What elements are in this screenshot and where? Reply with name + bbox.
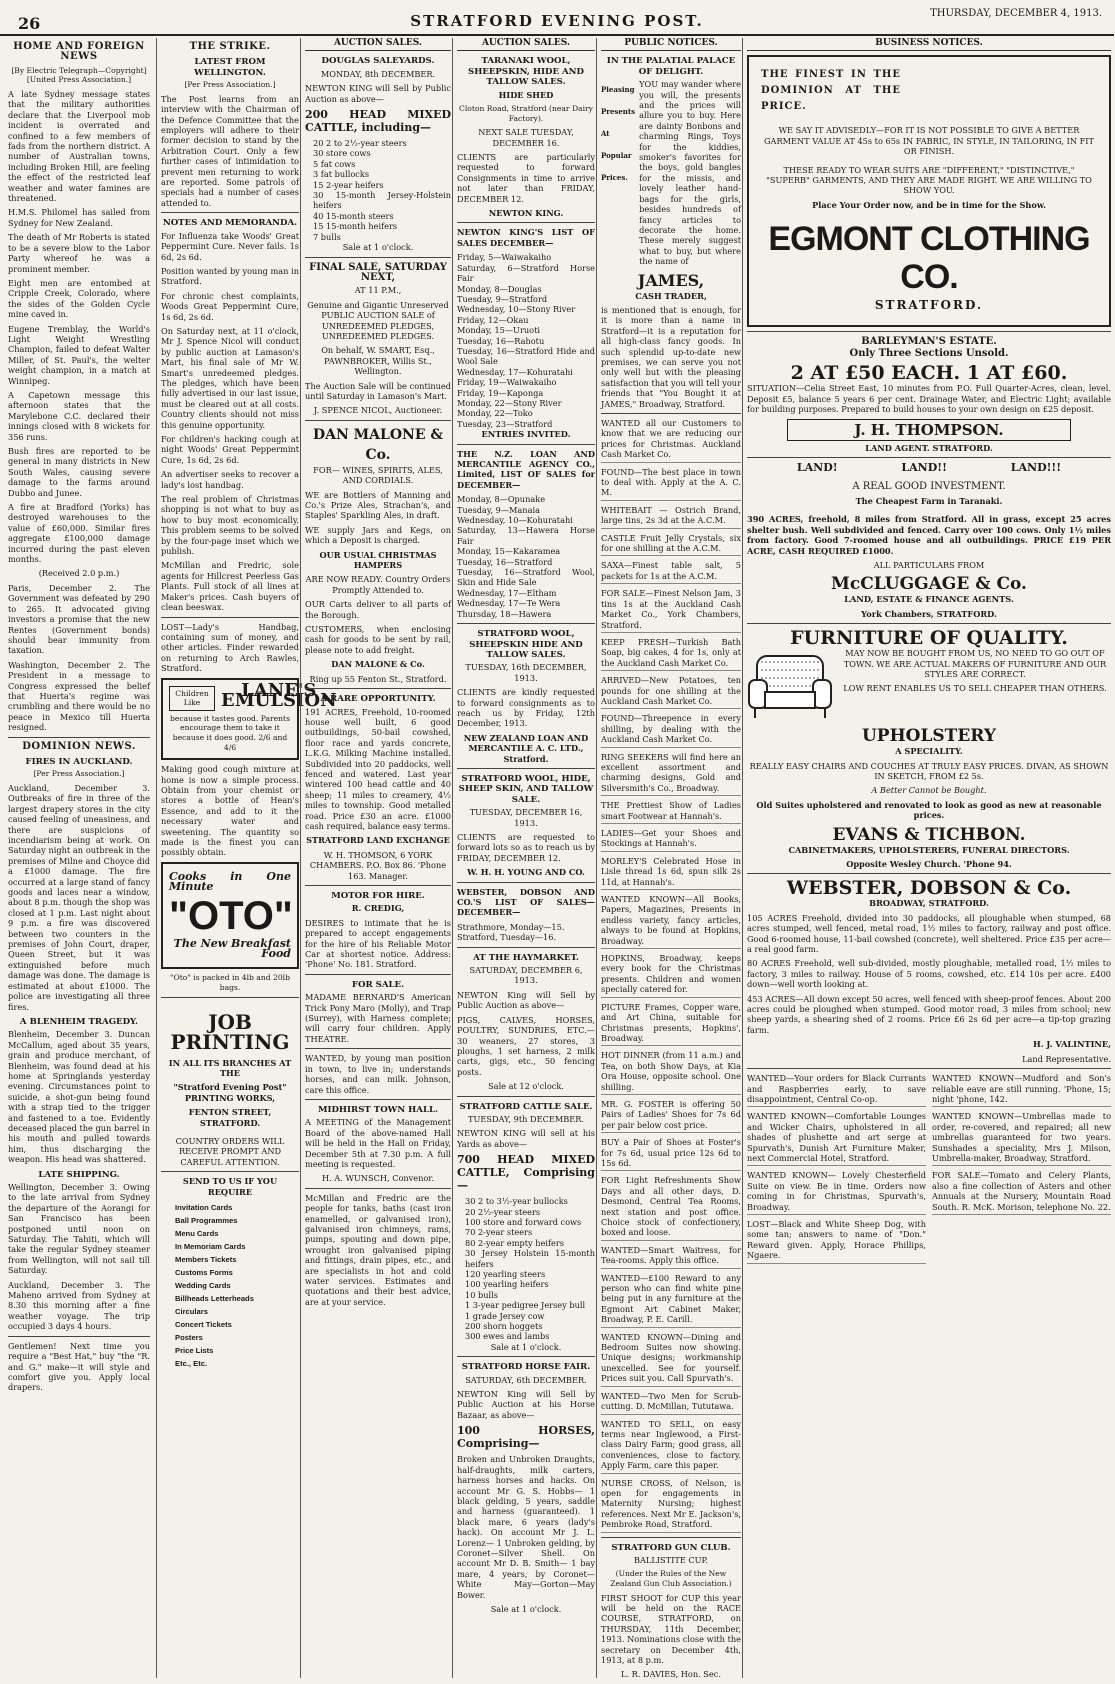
evans-brand: EVANS & TICHBON. [832, 824, 1026, 845]
sale-list-item: Monday, 15—Kakaramea [457, 546, 561, 557]
printing-item: Ball Programmes [175, 1216, 238, 1226]
farm-body: 390 ACRES, freehold, 8 miles from Stratford. All in grass, except 25 acres shelter bush. Well subdivided and fenced. Carry over 100 cows. Only 1½ miles from factory. Good 7-roomed house and all outbuildings. PRICE £19 PER ACRE, CASH REQUIRED £1000. [747, 514, 1111, 556]
page-number: 26 [18, 14, 41, 33]
sale-list-item: Tuesday, 16—Stratford Hide and Wool Sale [457, 345, 595, 367]
notice-heading: IN THE PALATIAL PALACE OF DELIGHT. [606, 56, 736, 77]
sale-time: AT 11 P.M., [354, 285, 402, 296]
sale-body: CLIENTS are requested to forward lots so as to reach us by FRIDAY, DECEMBER 12. [457, 832, 595, 863]
notice-item: MR. G. FOSTER is offering 50 Pairs of Ladies' Shoes for 7s 6d per pair below cost price. [601, 1099, 741, 1133]
notice-item: BUY a Pair of Shoes at Foster's for 7s 6d, usual price 12s 6d to 15s 6d. [601, 1137, 741, 1171]
news-paragraph: Eight men are entombed at Cripple Creek, Colorado, where the sides of the Golden Cycle mine caved in. [8, 277, 150, 320]
notice-item: WANTED KNOWN—Dining and Bedroom Suites now showing. Unique designs; workmanship unexcelled. See for yourself. Prices suit you. Call Spurvath's. [601, 1332, 741, 1387]
lot-item: 1 grade Jersey cow [465, 1310, 545, 1321]
furniture-body: MAY NOW BE BOUGHT FROM US, NO NEED TO GO OUT OF TOWN. WE ARE ACTUAL MAKERS OF FURNITURE AND OUR STYLES ARE CORRECT. [843, 648, 1107, 679]
dan-malone-jars: WE supply Jars and Kegs, on which a Deposit is charged. [305, 524, 451, 546]
particulars: ALL PARTICULARS FROM [873, 559, 985, 570]
sale-headline: 200 HEAD MIXED CATTLE, including— [305, 108, 451, 135]
dan-malone-phone: Ring up 55 Fenton St., Stratford. [309, 673, 447, 684]
investment-heading: A REAL GOOD INVESTMENT. [852, 480, 1006, 492]
notice-item: RING SEEKERS will find here an excellent assortment and charming designs, Gold and Silversmith's Co., Broadway. [601, 752, 741, 797]
old-suites: Old Suites upholstered and renovated to look as good as new at reasonable prices. [756, 799, 1102, 821]
upholstery-speciality: A SPECIALITY. [895, 746, 963, 757]
sale-signature: NEW ZEALAND LOAN AND MERCANTILE A. C. LTD., Stratford. [463, 732, 589, 764]
lot-item: 200 shorn hoggets [465, 1321, 543, 1332]
upholstery-headline: UPHOLSTERY [861, 726, 997, 747]
dan-malone-hampers: OUR USUAL CHRISTMAS HAMPERS [319, 549, 437, 571]
sale-body: NEWTON KING will sell at his Yards as above— [457, 1128, 595, 1149]
advert-headline: THE FINEST IN THE DOMINION AT THE PRICE. [761, 69, 901, 113]
lot-item: 100 yearling heifers [465, 1279, 549, 1290]
news-paragraph: Paris, December 2. The Government was defeated by 290 to 265. It advocated giving investors a promise that the new Rentes (Government bonds) should bear immunity from taxation. [8, 582, 150, 656]
cough-mixture-notice: Making good cough mixture at home is now a simple process. Obtain from your chemist or stores a bottle of Hean's Essence, and add to it the necessary water and sweetening. The quantity so made is the finest you can possibly obtain. [161, 764, 299, 858]
side-words [601, 79, 635, 270]
lot-item: 30 store cows [313, 148, 371, 159]
sale-time: Sale at 1 o'clock. [342, 242, 414, 253]
notice-item: WANTED KNOWN—All Books, Papers, Magazines, Presents in endless variety, fancy articles, always to be found at Hopkins, Broadway. [601, 894, 741, 949]
small-notice: WANTED KNOWN—Mudford and Son's reliable eave are still running. 'Phone, 15; night 'phone, 142. [932, 1073, 1111, 1107]
sale-list-title: THE N.Z. LOAN AND MERCANTILE AGENCY CO., Limited, LIST OF SALES for DECEMBER— [457, 448, 595, 490]
news-paragraph: Auckland, December 3. The Maheno arrived from Sydney at 8.30 this morning after a fine weather voyage. The trip occupied 3 days 4 hours. [8, 1279, 150, 1332]
land-exchange: STRATFORD LAND EXCHANGE [306, 835, 450, 846]
side-word: Presents [601, 107, 636, 117]
sale-list-item: Tuesday, 9—Stratford [457, 293, 548, 304]
lot-item: 120 yearling steers [465, 1269, 546, 1279]
small-notice: WANTED KNOWN—Comfortable Lounges and Wicker Chairs, upholstered in all shades of plushette and art serge at Spurvath's, Dunish Art Furniture Maker, next Commercial Hotel, Stratford. [747, 1111, 926, 1166]
news-paragraph: Washington, December 2. The President in a message to Congress expressed the belief that Huerta's regime was crumbling and there would be no peace in Mexico till Huerta resigned. [8, 659, 150, 733]
sale-list-item: Friday, 12—Okau [457, 314, 529, 325]
farm-listing: 80 ACRES Freehold, well sub-divided, mostly ploughable, metalled road, 1½ miles to factory, 3 miles to railway. House of 5 rooms, cowshed, etc. £14 10s per acre. £400 down—well worth looking at. [747, 958, 1111, 990]
james-subtitle: CASH TRADER, [635, 290, 707, 301]
note-item: For children's hacking cough at night Woods' Great Peppermint Cure, 1s 6d, 2s 6d. [161, 434, 299, 465]
notice-item: WANTED—Two Men for Scrub-cutting. D. McMillan, Tututawa. [601, 1391, 741, 1415]
sale-list-item: Monday, 8—Opunake [457, 494, 546, 505]
small-notice: WANTED—Your orders for Black Currants and Raspberries early, to save disappointment, Central Co-op. [747, 1073, 926, 1107]
gun-club-body: FIRST SHOOT for CUP this year will be held on the RACE COURSE, STRATFORD, on THURSDAY, 11th December, 1913. Nominations close with the secretary on December 4th, 1913, at 8 p.m. [601, 1592, 741, 1665]
entries-invited: ENTRIES INVITED. [481, 429, 571, 440]
sale-title: STRATFORD WOOL, SHEEPSKIN HIDE AND TALLOW SALES. [469, 629, 583, 660]
article-heading: FIRES IN AUCKLAND. [25, 756, 133, 767]
received-time: (Received 2.0 p.m.) [38, 568, 120, 579]
notice-item: WANTED—Smart Waitress, for Tea-rooms. Apply this office. [601, 1245, 741, 1269]
hall-body: A MEETING of the Management Board of the above-named Hall will be held in the Hall on Friday, December 5th at 7.30 p.m. A full meeting is requested. [305, 1117, 451, 1169]
easy-chairs: REALLY EASY CHAIRS AND COUCHES AT TRULY EASY PRICES. DIVAN, AS SHOWN IN SKETCH, FROM £2 5s. [749, 760, 1109, 781]
lot-item: 5 fat cows [313, 158, 356, 169]
sale-subtitle: HIDE SHED [498, 89, 554, 100]
notice-item: FOUND—Threepence in every shilling, by dealing with the Auckland Cash Market Co. [601, 713, 741, 747]
dan-malone-for: FOR— WINES, SPIRITS, ALES, AND CORDIALS. [313, 464, 443, 486]
note-item: McMillan and Fredric, sole agents for Hillcrest Peerless Gas Plants. Full stock of all lines at Maker's prices. Cash buyers of clean beeswax. [161, 560, 299, 613]
palace-body: YOU may wander where you will, the presents and the prices will allure you to buy. Here are dainty Bonbons and charming Rings, Toys for the kiddies, smoker's favorites for the boys, gold bangles for the missis, and lovely leather hand-bags for the girls, besides hundreds of fancy articles to decorate the home. These merely suggest what to buy, but where the name of [639, 79, 741, 267]
sale-date: SATURDAY, DECEMBER 6, 1913. [469, 965, 583, 986]
printing-item: Posters [175, 1333, 203, 1343]
armchair-illustration-icon [747, 648, 833, 722]
sale-headline: 100 HORSES, Comprising— [457, 1424, 595, 1451]
sale-body: CLIENTS are kindly requested to forward consignments as to reach us by Friday, 12th December, 1913. [457, 687, 595, 729]
small-notice: FOR SALE—Tomato and Celery Plants, also a fine collection of Asters and other Annuals at the Nursery, Mountain Road South. R. McK. Morison, telephone No. 22. [932, 1170, 1111, 1215]
news-paragraph: A late Sydney message states that the military authorities declare that the Liverpool mob incident is overrated and confined to a few members of fads from the northern district. A number of Australian towns, including Broken Hill, are feeling the effect of the restricted leaf weather and water famines are threatened. [8, 89, 150, 204]
sale-list-item: Friday, 5—Waiwakaiho [457, 252, 552, 263]
job-printing-title: JOB PRINTING [170, 1009, 290, 1054]
mcmillan-notice: McMillan and Fredric are the people for tanks, baths (cast iron enamelled, or galvanised iron), galvanised iron chimneys, rams, pumps, spouting and down pipe, wrought iron galvanised piping and fittings, drain pipes, etc., and are specialists in hot and cold water services. Estimates and quotations and their best advice, are at your service. [305, 1192, 451, 1307]
notice-item: CASTLE Fruit Jelly Crystals, six for one shilling at the A.C.M. [601, 533, 741, 557]
small-notice: LOST—Black and White Sheep Dog, with some tan; answers to name of "Don." Reward given. Apply, Horace Phillips, Ngaere. [747, 1219, 926, 1264]
gun-club-cup: BALLISTITE CUP. [634, 1554, 708, 1565]
advert-brand: LANE'S EMULSION [221, 679, 337, 711]
estate-agent-title: LAND AGENT. STRATFORD. [865, 442, 993, 453]
newspaper-title: STRATFORD EVENING POST. [410, 12, 704, 30]
webster-dobson-address: BROADWAY, STRATFORD. [869, 898, 989, 909]
section-heading: HOME AND FOREIGN NEWS [13, 41, 145, 63]
advert-tag: Cooks in One Minute [169, 869, 291, 894]
send-to-us: SEND TO US IF YOU REQUIRE [182, 1176, 278, 1197]
sale-list-item: Tuesday, 16—Rahotu [457, 335, 545, 346]
sale-behalf: On behalf, W. SMART, Esq., PAWNBROKER, Willis St., Wellington. [321, 345, 435, 377]
sale-list-item: Tuesday, 23—Stratford [457, 418, 553, 429]
dan-malone-brand: DAN MALONE & Co. [312, 426, 444, 463]
sale-list-item: Friday, 19—Kaponga [457, 387, 544, 398]
sale-list-item: Monday, 22—Stony River [457, 397, 562, 408]
section-heading: DOMINION NEWS. [22, 740, 136, 752]
printing-item: Invitation Cards [175, 1203, 233, 1213]
news-paragraph: Blenheim, December 3. Duncan McCallum, aged about 35 years, grain and produce merchant, of Blenheim, was found dead at his home at Springlands yesterday evening. Circumstances point to suicide, a shot-gun being found with a strap tied to the trigger and fastened to a toe. Evidently deceased placed the gun barrel in his mouth and pulled towards him, thus discharging the weapon. His head was shattered. [8, 1029, 150, 1165]
motor-name: R. CREDIG, [351, 903, 405, 914]
byline: [Per Press Association.] [184, 80, 276, 90]
dan-malone-carts: OUR Carts deliver to all parts of the Borough. [305, 599, 451, 620]
wanted-notice: WANTED, by young man position in town, to live in; understands horses, and can milk. Johnson, care this office. [305, 1053, 451, 1095]
james-name: JAMES, [637, 270, 705, 290]
side-word: At [601, 129, 610, 139]
notice-item: SAXA—Finest table salt, 5 packets for 1s at the A.C.M. [601, 560, 741, 584]
sale-body: NEWTON King will Sell by Public Auction at his Horse Bazaar, as above— [457, 1389, 595, 1420]
sale-time: Sale at 1 o'clock. [490, 1603, 562, 1614]
section-heading: THE STRIKE. [189, 41, 271, 52]
furniture-rent: LOW RENT ENABLES US TO SELL CHEAPER THAN OTHERS. [843, 683, 1107, 694]
column-auction-sales-b [452, 38, 599, 1678]
sale-list-item: Wednesday, 17—Te Wera [457, 598, 561, 609]
estate-body: SITUATION—Celia Street East, 10 minutes from P.O. Full Quarter-Acres, clean, level. Deposit £5, balance 5 years 6 per cent. Drainage Water, and Electric Light; available for building purposes. Prepared to build houses to your own design on £25 deposit. [747, 383, 1111, 415]
lot-item: 7 bulls [313, 231, 341, 242]
for-sale-body: MADAME BERNARD'S American Trick Pony Maro (Molly), and Trap (Surrey), with Harness complete; will carry four children. Apply THEATRE. [305, 992, 451, 1044]
dan-malone-ready: ARE NOW READY. Country Orders Promptly Attended to. [305, 574, 451, 595]
lot-item: 100 store and forward cows [465, 1216, 582, 1227]
column-public-notices [596, 38, 745, 1678]
palace-advert [601, 79, 741, 270]
mccluggage-brand: McCLUGGAGE & Co. [831, 574, 1027, 595]
lot-item: 20 2 to 2½-year steers [313, 138, 407, 149]
lot-item: 1 3-year pedigree Jersey bull [465, 1300, 586, 1311]
note-item: For chronic chest complaints, Woods Great Peppermint Cure, 1s 6d, 2s 6d. [161, 290, 299, 322]
property-heading: A RARE OPPORTUNITY. [320, 694, 436, 705]
printing-works: "Stratford Evening Post" PRINTING WORKS, [173, 1082, 287, 1103]
section-heading: AUCTION SALES. [457, 38, 595, 51]
sale-title: STRATFORD HORSE FAIR. [461, 1362, 591, 1373]
evans-address: Opposite Wesley Church. 'Phone 94. [846, 859, 1012, 869]
printing-items-list [161, 1201, 299, 1370]
auctioneer-signature: J. SPENCE NICOL, Auctioneer. [313, 405, 443, 416]
printing-item: Concert Tickets [175, 1320, 232, 1330]
sale-list [457, 252, 595, 429]
sale-list-item: Wednesday, 10—Kohuratahi [457, 515, 573, 526]
column-home-foreign-news [8, 38, 153, 1678]
gun-club-rules: (Under the Rules of the New Zealand Gun Club Association.) [610, 1569, 732, 1588]
advert-tag: Children Like [169, 686, 215, 711]
sale-items: Broken and Unbroken Draughts, half-draughts, milk carters, harness horses and hacks. On account Mr G. S. Hobbs— 1 black gelding, 5 years, saddle and harness (guaranteed). 1 black mare, 6 years (lady's hack). On account Mr J. L. Lorenz— 1 Unbroken gelding, by Coronet—Silver Shell. On account Mr D. B. Smith— 1 bay mare, 4 years, by Coronet—White May—Gorton—May Bower. [457, 1454, 595, 1600]
sale-list-item: Saturday, 13—Hawera Horse Fair [457, 525, 595, 546]
sale-signature: W. H. H. YOUNG AND CO. [467, 867, 585, 878]
sale-date: TUESDAY, 9th DECEMBER. [468, 1113, 584, 1124]
lot-item: 80 2-year empty heifers [465, 1237, 564, 1248]
sale-list [457, 922, 595, 943]
lot-item: 3 fat bullocks [313, 169, 370, 180]
dan-malone-body: WE are Bottlers of Manning and Co.'s Prize Ales, Strachan's, and Staples' Sparkling Ales, in draft. [305, 489, 451, 521]
printing-item: Billheads Letterheads [175, 1294, 254, 1304]
note-item: On Saturday next, at 11 o'clock, Mr J. Spence Nicol will conduct by public auction at Lamason's Mart, his final sale of Mr W. Smart's unredeemed pledges. The pledges, which have been fully advertised in our last issue, must be cleared out at all costs. Country clients should not miss this genuine opportunity. [161, 325, 299, 430]
side-word: Pleasing [601, 85, 635, 95]
sale-list-title: NEWTON KING'S LIST OF SALES DECEMBER— [457, 227, 595, 248]
masthead [0, 0, 1114, 36]
evans-title: CABINETMAKERS, UPHOLSTERERS, FUNERAL DIRECTORS. [788, 844, 1070, 855]
land-heading: LAND! LAND!! LAND!!! [796, 461, 1062, 475]
lot-item: 300 ewes and lambs [465, 1331, 550, 1342]
notice-item: MORLEY'S Celebrated Hose in Lisle thread 1s 6d, spun silk 2s 11d, at Hannah's. [601, 856, 741, 890]
estate-price: 2 AT £50 EACH. 1 AT £60. [790, 362, 1068, 385]
news-paragraph: H.M.S. Philomel has sailed from Sydney for New Zealand. [8, 207, 150, 228]
motor-body: DESIRES to intimate that he is prepared to accept engagements for the hire of his Reliable Motor Car at shortest notice. Address: 'Phone' No. 181. Stratford. [305, 917, 451, 970]
estate-sub: Only Three Sections Unsold. [849, 348, 1009, 360]
note-item: The real problem of Christmas shopping is not what to buy as how to buy most economically. This problem seems to be solved by the four-page inset which we publish. [161, 494, 299, 557]
small-notices-right [932, 1073, 1111, 1268]
sale-body: NEWTON King will Sell by Public Auction as above— [457, 989, 595, 1011]
notice-item: WANTED TO SELL, on easy terms near Inglewood, a First-class Dairy Farm; good grass, all conveniences, close to factory. Apply Farm, care this paper. [601, 1419, 741, 1474]
printing-item: In Memoriam Cards [175, 1242, 246, 1252]
for-sale-heading: FOR SALE. [351, 979, 405, 990]
motor-heading: MOTOR FOR HIRE. [331, 891, 425, 901]
sale-title: STRATFORD WOOL, HIDE, SHEEP SKIN, AND TALLOW SALE. [458, 773, 594, 805]
news-paragraph: A Capetown message this afternoon states that the Marylebone C.C. declared their innings closed with 8 wickets for 356 runs. [8, 389, 150, 442]
sale-date: SATURDAY, 6th DECEMBER. [465, 1374, 587, 1385]
advert-call: Place Your Order now, and be in time for the Show. [812, 199, 1046, 210]
section-heading: PUBLIC NOTICES. [601, 38, 741, 51]
notice-item: WANTED—£100 Reward to any person who can find white pine being put in any furniture at the Egmont Art Cabinet Maker, Broadway, P. E. Carill. [601, 1273, 741, 1328]
lot-item: 70 2-year steers [465, 1227, 533, 1238]
section-heading: BUSINESS NOTICES. [747, 38, 1111, 51]
small-notices-left [747, 1073, 926, 1268]
advert-brand: "OTO" [169, 893, 293, 938]
advert-body: THESE READY TO WEAR SUITS ARE "DIFFERENT," "DISTINCTIVE," "SUPERB" GARMENTS, AND THEY ARE MADE RIGHT. WE ARE WILLING TO SHOW YOU. [766, 164, 1092, 196]
sale-date: NEXT SALE TUESDAY, DECEMBER 16. [478, 127, 574, 148]
farm-listing: 453 ACRES—All down except 50 acres, well fenced with sheep-proof fences. About 200 acres could be ploughed when stumped. Good motor road, 3 miles from school; new sheep yards, a shearing shed of 2 rooms. Price £6 2s 6d per acre—a tip-top grazing farm. [747, 993, 1111, 1035]
sale-list-item: Wednesday, 17—Kohuratahi [457, 366, 573, 377]
sale-items: PIGS, CALVES, HORSES, POULTRY, SUNDRIES, ETC.— 30 weaners, 27 stores, 3 ploughs, 1 set harness, 2 milk carts, gigs, etc., 50 fencing posts. [457, 1014, 595, 1077]
note-item: For Influenza take Woods' Great Peppermint Cure. Never fails. 1s 6d, 2s 6d. [161, 230, 299, 262]
advert-body: WE SAY IT ADVISEDLY—FOR IT IS NOT POSSIBLE TO GIVE A BETTER GARMENT VALUE AT 45s to 65s IN FABRIC, IN STYLE, IN TAILORING, IN FIT OR FINISH. [763, 125, 1094, 157]
sale-date: MONDAY, 8th DECEMBER. [320, 68, 436, 79]
lanes-emulsion-advert [161, 678, 337, 761]
sale-body: NEWTON KING will Sell by Public Auction as above— [305, 83, 451, 104]
sale-lot-list [305, 138, 451, 242]
notice-item: LADIES—Get your Shoes and Stockings at Hannah's. [601, 828, 741, 852]
james-body: is mentioned that is enough, for it is more than a name in Stratford—it is a reputation for all high-class fancy goods. In such splendid up-to-date new premises, we can serve you not only well but with the pleasing satisfaction that you will tell your friends that "You Bought it at JAMES," Broadway, Stratford. [601, 304, 741, 409]
lot-item: 40 15-month steers [313, 210, 394, 221]
sale-title: FINAL SALE, SATURDAY NEXT, [309, 261, 447, 283]
sale-list-item: Wednesday, 17—Eltham [457, 587, 557, 598]
webster-dobson-role: Land Representative. [1022, 1053, 1111, 1064]
sale-time: Sale at 1 o'clock. [490, 1341, 562, 1352]
notice-item: HOPKINS, Broadway, keeps every book for the Christmas presents. Children and women specially catered for. [601, 953, 741, 998]
hall-heading: MIDHIRST TOWN HALL. [317, 1104, 439, 1115]
hat-advert: Gentlemen! Next time you require a "Best Hat," buy "the "R. and G." make—it will style and comfort give you. Apply local drapers. [8, 1340, 150, 1393]
sale-title: STRATFORD CATTLE SALE. [459, 1101, 593, 1112]
sale-list-item: Friday, 19—Waiwakaiho [457, 377, 557, 388]
advert-town: STRATFORD. [874, 298, 984, 313]
webster-dobson-signature: H. J. VALINTINE, [1032, 1039, 1111, 1050]
issue-date: THURSDAY, DECEMBER 4, 1913. [930, 8, 1102, 19]
news-paragraph: Auckland, December 3. Outbreaks of fire in three of the largest drapery stores in the city caused feeling of uneasiness, and there are suspicions of incendiarism being at work. On Saturday night an outbreak in the premises of Milne and Choyce did a £1000 damage. The fire occurred at a large stand of fancy goods and laces near a window, about 8 p.m. though the shop was closed at 1 p.m. Last night about 9 p.m. a fire was discovered between two counters in the premises of John Court, draper, Queen Street, but it was extinguished before much damage was done. The damage is estimated at about £1000. The police are investigating all three fires. [8, 782, 150, 1012]
investment-sub: The Cheapest Farm in Taranaki. [855, 495, 1003, 506]
sale-list-item: Wednesday, 10—Stony River [457, 304, 576, 315]
sale-body: Genuine and Gigantic Unreserved PUBLIC AUCTION SALE of UNREDEEMED PLEDGES, UNREDEEMED PLEDGES. [307, 299, 449, 341]
notice-item: PICTURE Frames, Copper ware, and Art China, suitable for Christmas presents, Hopkins', Broadway. [601, 1002, 741, 1047]
news-paragraph: Bush fires are reported to be general in many districts in New South Wales, causing severe damage to the farms around Dubbo and Junee. [8, 446, 150, 498]
sale-list-item: Tuesday, 16—Stratford Wool, Skin and Hide Sale [457, 567, 595, 588]
notice-item: HOT DINNER (from 11 a.m.) and Tea, on both Show Days, at Kia Ora House, opposite school. One shilling. [601, 1050, 741, 1095]
column-auction-sales-a [300, 38, 455, 1678]
sale-list [457, 494, 595, 619]
sale-list-item: Stratford, Tuesday—16. [457, 932, 557, 943]
notice-item: THE Prettiest Show of Ladies smart Footwear at Hannah's. [601, 800, 741, 824]
article-heading: A BLENHEIM TRAGEDY. [19, 1016, 139, 1027]
notice-item: FOUND—The best place in town to deal with. Apply at the A. C. M. [601, 467, 741, 501]
sale-note: The Auction Sale will be continued until Saturday in Lamason's Mart. [305, 380, 451, 401]
dan-malone-signature: DAN MALONE & Co. [331, 659, 425, 670]
article-heading: NOTES AND MEMORANDA. [162, 218, 298, 229]
news-paragraph: Eugene Tremblay, the World's Light Weight Wrestling Champion, failed to defeat Walter Miller, of St. Paul's, the welter weight champion, in a match at Winnipeg. [8, 323, 150, 386]
side-word: Popular [601, 151, 632, 161]
webster-dobson-brand: WEBSTER, DOBSON & Co. [786, 877, 1072, 900]
notice-item: ARRIVED—New Potatoes, ten pounds for one shilling at the Auckland Cash Market Co. [601, 675, 741, 709]
sale-lot-list [457, 1196, 595, 1342]
gun-club-signature: L. R. DAVIES, Hon. Sec. [621, 1669, 721, 1680]
estate-heading: BARLEYMAN'S ESTATE. [861, 335, 997, 347]
sale-title: AT THE HAYMARKET. [473, 952, 579, 963]
hall-signature: H. A. WUNSCH, Convenor. [322, 1173, 434, 1184]
sale-body: CLIENTS are particularly requested to forward Consignments in time to arrive not later than FRIDAY, DECEMBER 12. [457, 152, 595, 204]
mccluggage-address: York Chambers, STRATFORD. [861, 608, 997, 619]
country-orders: COUNTRY ORDERS WILL RECEIVE PROMPT AND CAREFUL ATTENTION. [175, 1136, 285, 1167]
printing-item: Etc., Etc. [175, 1359, 208, 1369]
notice-list [601, 418, 741, 1533]
sale-list-item: Strathmore, Monday—15. [457, 921, 565, 932]
sale-title: TARANAKI WOOL, SHEEPSKIN, HIDE AND TALLOW SALES. [468, 56, 584, 88]
note-item: Position wanted by young man in Stratford. [161, 265, 299, 287]
sale-list-item: Thursday, 18—Hawera [457, 608, 552, 619]
notice-item: FOR Light Refreshments Show Days and all other days, D. Desmond, Central Tea Rooms, next station and post office. Choice stock of confectionery, boxed and loose. [601, 1175, 741, 1240]
article-heading: LATEST FROM WELLINGTON. [194, 57, 266, 78]
sale-list-item: Tuesday, 9—Manaia [457, 504, 540, 515]
lot-item: 20 2½-year steers [465, 1206, 541, 1217]
sale-list-item: Monday, 8—Douglas [457, 283, 542, 294]
printing-item: Members Tickets [175, 1255, 237, 1265]
lot-item: 30 2 to 3½-year bullocks [465, 1196, 568, 1207]
sale-date: TUESDAY, 16th DECEMBER, 1913. [465, 662, 587, 683]
byline: [By Electric Telegraph—Copyright] [United Press Association.] [11, 65, 147, 85]
printing-item: Menu Cards [175, 1229, 219, 1239]
notice-item: WANTED all our Customers to know that we are reducing our prices for Christmas. Auckland Cash Market Co. [601, 418, 741, 463]
printing-branches: IN ALL ITS BRANCHES AT THE [168, 1057, 292, 1078]
side-word: Prices. [601, 173, 628, 183]
egmont-clothing-brand: EGMONT CLOTHING CO. [768, 220, 1090, 297]
printing-item: Wedding Cards [175, 1281, 231, 1291]
sale-headline: 700 HEAD MIXED CATTLE, Comprising— [457, 1153, 595, 1193]
news-paragraph: Wellington, December 3. Owing to the late arrival from Sydney the departure of the Aorangi for San Francisco has been postponed until noon on Saturday. The Tahiti, which will take the regular Sydney steamer from Wellington, will not sail till Saturday. [8, 1182, 150, 1276]
sale-list-item: Tuesday, 16—Stratford [457, 556, 553, 567]
notice-item: KEEP FRESH—Turkish Bath Soap, big cakes, 4 for 1s, only at the Auckland Cash Market Co. [601, 637, 741, 671]
notice-item: WHITEBAIT — Ostrich Brand, large tins, 2s 3d at the A.C.M. [601, 505, 741, 529]
farm-listing: 105 ACRES Freehold, divided into 30 paddocks, all ploughable when stumped, 68 acres stumped, well fenced, metal road, 1½ miles to factory, railway and post office. Good 6-roomed house, 11-bail cowshed (concrete), well sheltered. Price £35 per acre—a real good farm. [747, 912, 1111, 955]
sale-date: TUESDAY, DECEMBER 16, 1913. [469, 807, 583, 828]
sale-list-item: Saturday, 6—Stratford Horse Fair [457, 262, 595, 284]
printing-address: FENTON STREET, STRATFORD. [188, 1107, 272, 1128]
sale-title: DOUGLAS SALEYARDS. [321, 56, 435, 67]
sale-signature: NEWTON KING. [488, 208, 564, 219]
small-notice: WANTED KNOWN— Lovely Chesterfield Suite on view. Be in time. Orders now coming in for Christmas, Spurvath's, Broadway. [747, 1170, 926, 1215]
printing-item: Price Lists [175, 1346, 214, 1356]
estate-agent: J. H. THOMPSON. [787, 419, 1071, 441]
furniture-headline: FURNITURE OF QUALITY. [790, 627, 1068, 650]
small-notice: WANTED KNOWN—Umbrellas made to order, re-covered, and repaired; all new umbrellas guaranteed for two years. Sunshades a speciality, Mrs J. Milson, Umbrella-maker, Broadway, Stratford. [932, 1111, 1111, 1166]
notice-item: FOR SALE—Finest Nelson Jam, 3 tins 1s at the Auckland Cash Market Co., York Chambers, Stratford. [601, 588, 741, 633]
article-heading: LATE SHIPPING. [38, 1169, 120, 1180]
lost-notice: LOST—Lady's Handbag, containing sum of money, and other articles. Finder rewarded on returning to Arch Rawles, Stratford. [161, 621, 299, 674]
lot-item: 30 Jersey Holstein 15-month heifers [465, 1248, 595, 1269]
news-paragraph: The death of Mr Roberts is stated to be a severe blow to the Labor Party whereof he was a prominent member. [8, 232, 150, 274]
note-item: An advertiser seeks to recover a lady's lost handbag. [161, 469, 299, 490]
sale-address: Cloton Road, Stratford (near Dairy Factory). [459, 104, 593, 123]
lot-item: 15 15-month heifers [313, 221, 398, 232]
advert-tagline: The New Breakfast Food [173, 936, 291, 960]
advert-tagline: because it tastes good. Parents encourage them to take it because it does good. 2/6 and 4/6 [169, 713, 290, 752]
lot-item: 15 2-year heifers [313, 179, 384, 190]
gun-club-heading: STRATFORD GUN CLUB. [611, 1542, 731, 1553]
sale-time: Sale at 12 o'clock. [488, 1081, 564, 1092]
mccluggage-title: LAND, ESTATE & FINANCE AGENTS. [844, 594, 1014, 605]
land-exchange-signature: W. H. THOMSON, 6 YORK CHAMBERS. P.O. Box 86. 'Phone 163. Manager. [309, 849, 447, 881]
notice-item: NURSE CROSS, of Nelson, is open for engagements in Maternity Nursing; highest references. Next Mr E. Jackson's, Pembroke Road, Stratford. [601, 1478, 741, 1533]
section-heading: AUCTION SALES. [305, 38, 451, 51]
news-paragraph: A fire at Bradford (Yorks) has destroyed warehouses to the value of £60,000. Similar fires aggregate £100,000 damage incurred during the past eleven months. [8, 502, 150, 565]
small-notices [747, 1073, 1111, 1268]
byline: [Per Press Association.] [33, 769, 125, 779]
sale-list-item: Monday, 15—Uruoti [457, 325, 540, 336]
lot-item: 30 15-month Jersey-Holstein heifers [313, 190, 451, 211]
sale-list-title: WEBSTER, DOBSON AND CO.'S LIST OF SALES— DECEMBER— [457, 886, 595, 918]
property-body: 191 ACRES, Freehold, 10-roomed house well built, 6 good outbuildings, 50-bail cowshed, floor race and yards concrete, L.K.G. Milking Machine installed. Subdivided into 20 paddocks, well fenced and watered. Last year wintered 100 head cattle and 40 sheep; 11 miles to creamery, 4½ miles to township. Good metalled road. Price £30 an acre. £1000 cash required, balance easy terms. [305, 706, 451, 831]
sale-list-item: Monday, 22—Toko [457, 408, 533, 419]
egmont-clothing-advert [747, 55, 1111, 326]
printing-item: Circulars [175, 1307, 208, 1317]
dan-malone-customers: CUSTOMERS, when enclosing cash for goods to be sent by rail, please note to add freight. [305, 624, 451, 655]
lot-item: 10 bulls [465, 1289, 498, 1300]
oto-pack-note: "Oto" is packed in 4lb and 20lb bags. [170, 973, 290, 992]
printing-item: Customs Forms [175, 1268, 233, 1278]
column-business-notices [742, 38, 1115, 1678]
news-paragraph: The Post learns from an interview with the Chairman of the Defence Committee that the employers will adhere to their former decision to stand by the Arbitration Court. Only a few further cases of intimidation to prevent men returning to work are reported. Some patrols of specials had a number of cases attended to. [161, 93, 299, 208]
better-note: A Better Cannot be Bought. [871, 785, 987, 796]
oto-advert [161, 862, 299, 970]
